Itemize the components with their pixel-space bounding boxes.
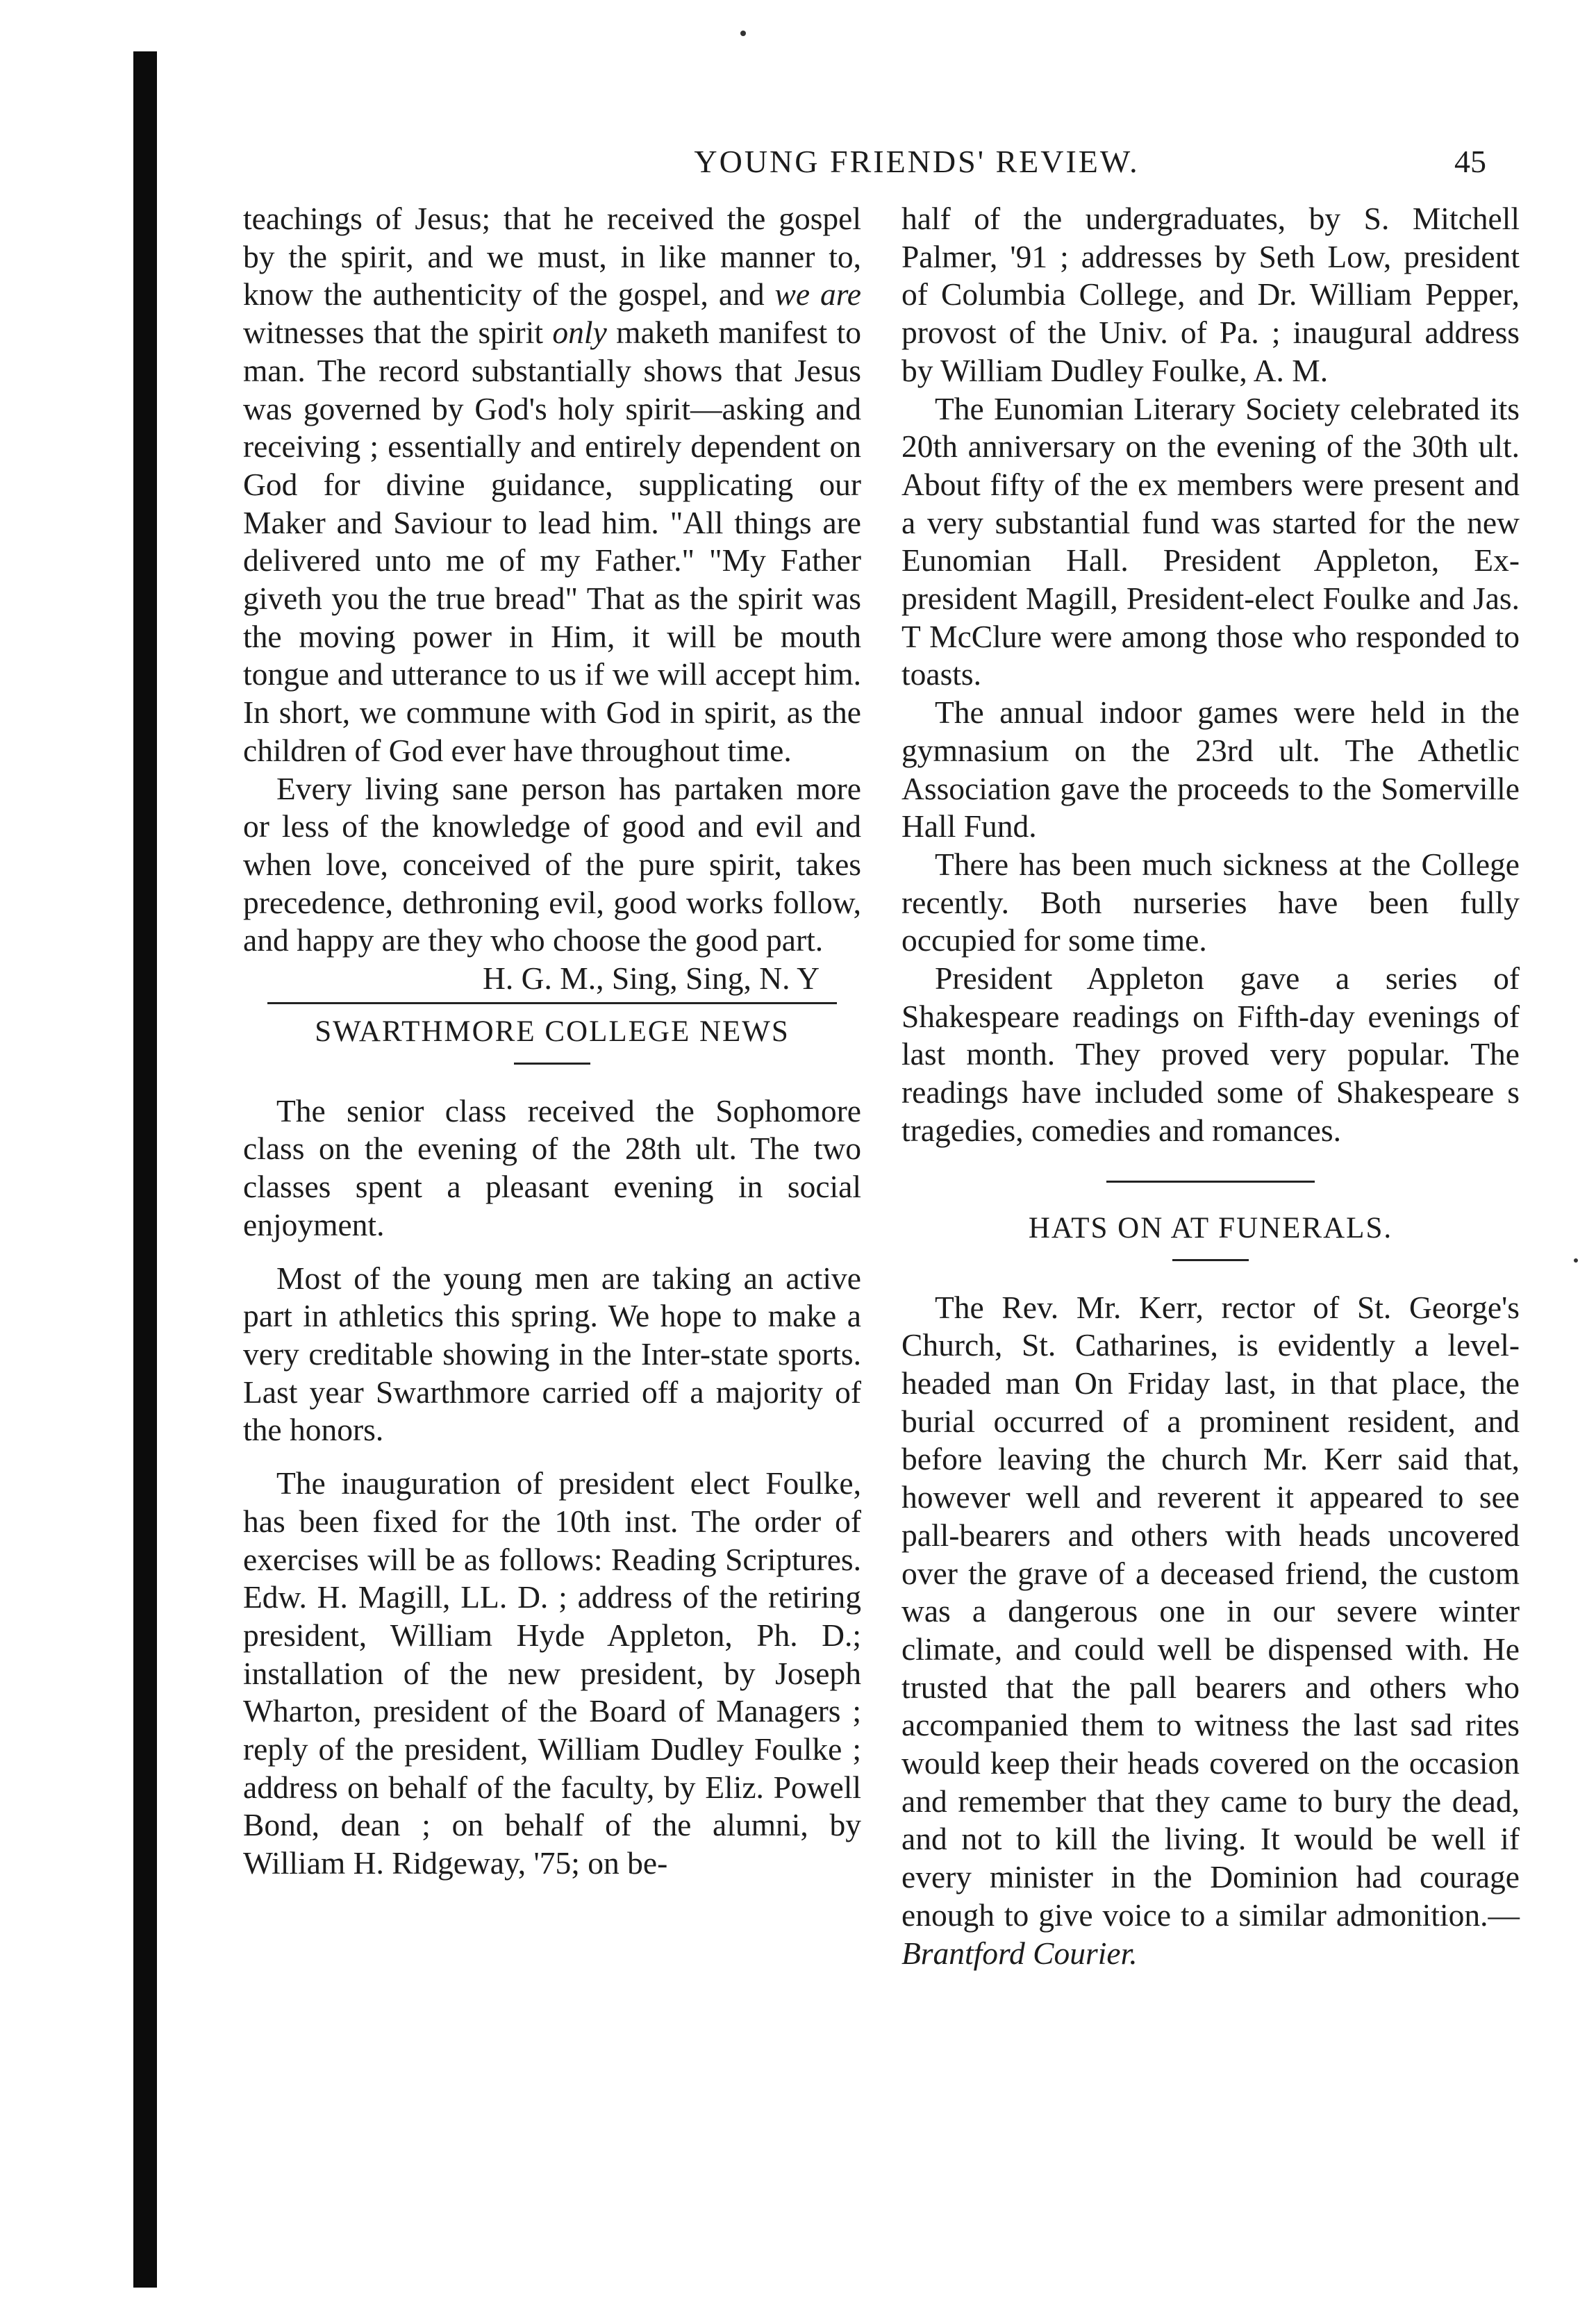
author-signature: H. G. M., Sing, Sing, N. Y: [483, 960, 820, 997]
binding-edge-bar: [133, 51, 157, 2288]
news-athletics: Most of the young men are taking an active part in athletics this spring. We hope to make a very creditable showing in the Inter-state sports. Last year Swarthmore carried off a majority of the honors.: [243, 1260, 861, 1448]
article-source: Brantford Courier.: [901, 1935, 1138, 1971]
print-speck: [1574, 1258, 1578, 1263]
section-title-hats: HATS ON AT FUNERALS.: [1028, 1211, 1393, 1244]
article-hats-funerals: The Rev. Mr. Kerr, rector of St. George's Church, St. Catharines, is evidently a level-headed man On Friday last, in that place, the burial occurred of a prominent resident, and before leaving the church Mr. Kerr said that, however well and reverent it appeared to see pall-bearers and others with heads uncovered over the grave of a deceased friend, the custom was a dangerous one in our severe winter climate, and could well be dispensed with. He trusted that the pall bearers and others who accompanied them to witness the last sad rites would keep their heads covered on the occasion and remember that they came to bury the dead, and not to kill the living. It would be well if every minister in the Dominion had courage enough to give voice to a similar admonition.—Brantford Courier.: [901, 1289, 1520, 1971]
title-underline: [1172, 1259, 1249, 1261]
section-divider: [1106, 1181, 1315, 1183]
news-senior-class: The senior class received the Sophomore class on the evening of the 28th ult. The two classes spent a pleasant evening in social enjoyment.: [243, 1092, 861, 1242]
section-divider: [267, 1002, 837, 1004]
news-sickness: There has been much sickness at the College recently. Both nurseries have been fully occupied for some time.: [901, 846, 1520, 958]
journal-title: YOUNG FRIENDS' REVIEW.: [694, 144, 1140, 179]
right-column: [901, 200, 1520, 1972]
running-head: [243, 138, 1486, 186]
news-eunomian: The Eunomian Literary Society celebrated its 20th anniversary on the evening of the 30th ult. About fifty of the ex members were present and a very substantial fund was started for the new Eunomian Hall. President Appleton, Ex-president Magill, President-elect Foulke and Jas. T McClure were among those who responded to toasts.: [901, 390, 1520, 692]
left-column: [243, 200, 861, 1883]
news-inauguration-cont: half of the undergraduates, by S. Mitchell Palmer, '91 ; addresses by Seth Low, president of Columbia College, and Dr. William Pepper, provost of the Univ. of Pa. ; inaugural address by William Dudley Foulke, A. M.: [901, 201, 1520, 388]
news-indoor-games: The annual indoor games were held in the gymnasium on the 23rd ult. The Athetlic Association gave the proceeds to the Somerville Hall Fund.: [901, 694, 1520, 844]
title-underline: [514, 1063, 590, 1065]
paragraph-knowledge: Every living sane person has partaken more or less of the knowledge of good and evil and when love, conceived of the pure spirit, takes precedence, dethroning evil, good works follow, and happy are they who choose the good part.: [243, 770, 861, 958]
paragraph-teachings: teachings of Jesus; that he received the gospel by the spirit, and we must, in like manner to, know the authenticity of the gospel, and we are witnesses that the spirit only maketh manifest to man. The record substantially shows that Jesus was governed by God's holy spirit—asking and receiving ; essentially and entirely dependent on God for divine guidance, supplicating our Maker and Saviour to lead him. "All things are delivered unto me of my Father." "My Father giveth you the true bread" That as the spirit was the moving power in Him, it will be mouth tongue and utterance to us if we will accept him. In short, we commune with God in spirit, as the children of God ever have throughout time.: [243, 201, 861, 768]
news-shakespeare: President Appleton gave a series of Shakespeare readings on Fifth-day evenings of last month. They proved very popular. The readings have included some of Shakespeare s tragedies, comedies and romances.: [901, 960, 1520, 1148]
print-speck: [740, 31, 746, 36]
section-title-swarthmore: SWARTHMORE COLLEGE NEWS: [315, 1015, 790, 1048]
page-number: 45: [1454, 144, 1486, 179]
news-inauguration: The inauguration of president elect Foulke, has been fixed for the 10th inst. The order of exercises will be as follows: Reading Scriptures. Edw. H. Magill, LL. D. ; address of the retiring president, William Hyde Appleton, Ph. D.; installation of the new president, by Joseph Wharton, president of the Board of Managers ; reply of the president, William Dudley Foulke ; address on behalf of the faculty, by Eliz. Powell Bond, dean ; on behalf of the alumni, by William H. Ridgeway, '75; on be-: [243, 1465, 861, 1881]
